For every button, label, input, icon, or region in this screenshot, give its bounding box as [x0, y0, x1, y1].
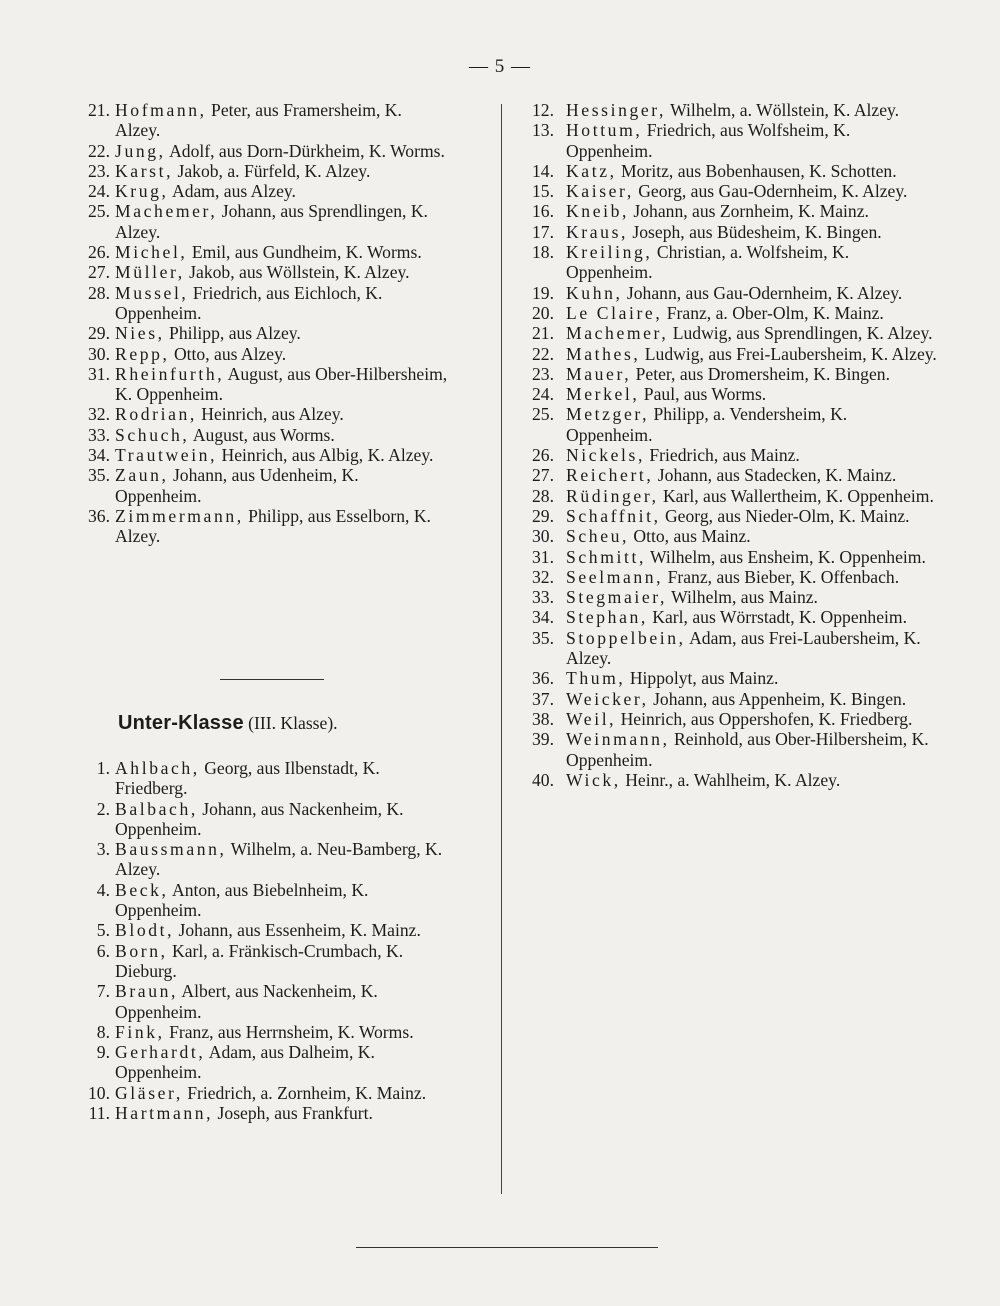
list-entry — [84, 880, 449, 921]
list-entry — [84, 839, 449, 880]
entry-number: 29. — [88, 323, 110, 344]
entry-number: 25. — [532, 404, 554, 425]
entry-text — [115, 161, 370, 181]
entry-details: Karl, a. Fränkisch-Crumbach, K. Dieburg. — [115, 940, 404, 981]
entry-surname: Braun, — [115, 981, 178, 1002]
right-column-list — [522, 100, 937, 790]
entry-surname: Mauer, — [566, 363, 632, 384]
entry-details: Johann, aus Essenheim, K. Mainz. — [174, 920, 421, 941]
entry-details: Johann, aus Appenheim, K. Bingen. — [648, 688, 907, 709]
entry-text — [115, 981, 378, 1021]
entry-details: Friedrich, aus Mainz. — [644, 445, 800, 466]
entry-text — [566, 303, 884, 323]
list-entry — [84, 364, 449, 405]
entry-number: 23. — [88, 160, 110, 181]
entry-number: 40. — [532, 769, 554, 790]
entry-number: 8. — [96, 1021, 110, 1042]
entry-text — [566, 770, 840, 790]
entry-details: Heinrich, aus Albig, K. Alzey. — [217, 445, 434, 466]
entry-details: Wilhelm, aus Mainz. — [667, 587, 818, 608]
entry-details: Paul, aus Worms. — [639, 384, 767, 405]
list-entry — [522, 729, 937, 770]
entry-number: 26. — [88, 242, 110, 263]
entry-text — [115, 100, 402, 140]
entry-text — [115, 465, 359, 505]
entry-surname: Rüdinger, — [566, 485, 659, 506]
entry-details: Wilhelm, a. Wöllstein, K. Alzey. — [666, 100, 900, 120]
entry-text — [115, 262, 410, 282]
entry-number: 24. — [532, 384, 554, 405]
entry-surname: Ahlbach, — [115, 758, 200, 778]
entry-surname: Born, — [115, 940, 168, 961]
entry-number: 35. — [88, 465, 110, 486]
entry-text — [115, 445, 433, 465]
entry-surname: Zaun, — [115, 465, 169, 486]
entry-text — [566, 222, 882, 242]
list-entry — [84, 283, 449, 324]
entry-details: Adam, aus Frei-Laubersheim, K. Alzey. — [566, 627, 921, 669]
section-rule — [220, 679, 324, 680]
list-entry — [84, 323, 449, 343]
list-entry — [522, 344, 937, 364]
entry-text — [115, 506, 431, 546]
entry-details: Wilhelm, aus Ensheim, K. Oppenheim. — [645, 546, 926, 567]
entry-number: 6. — [96, 940, 110, 961]
entry-surname: Scheu, — [566, 526, 629, 547]
list-entry — [522, 384, 937, 404]
entry-surname: Blodt, — [115, 920, 175, 941]
entry-text — [115, 1042, 375, 1082]
section-heading — [118, 712, 338, 735]
entry-surname: Repp, — [115, 343, 170, 364]
unter-klasse-list — [84, 758, 449, 1123]
entry-details: Otto, aus Alzey. — [169, 343, 287, 364]
entry-surname: Krug, — [115, 181, 169, 202]
entry-details: Friedrich, aus Wolfsheim, K. Oppenheim. — [566, 120, 851, 161]
entry-number: 19. — [532, 282, 554, 303]
entry-surname: Beck, — [115, 879, 169, 900]
entry-details: Georg, aus Gau-Odernheim, K. Alzey. — [633, 181, 908, 202]
entry-text — [566, 709, 912, 729]
entry-text — [566, 242, 849, 282]
entry-surname: Karst, — [115, 160, 174, 181]
list-entry — [522, 404, 937, 445]
entry-text — [566, 120, 850, 160]
list-entry — [522, 303, 937, 323]
entry-number: 32. — [88, 404, 110, 425]
entry-number: 2. — [96, 798, 110, 819]
entry-number: 16. — [532, 201, 554, 222]
entry-number: 24. — [88, 181, 110, 202]
entry-text — [566, 445, 800, 465]
list-entry — [522, 526, 937, 546]
list-entry — [84, 941, 449, 982]
entry-surname: Wick, — [566, 769, 621, 790]
entry-number: 33. — [88, 424, 110, 445]
entry-surname: Weicker, — [566, 688, 649, 709]
entry-details: Christian, a. Wolfsheim, K. Oppenheim. — [566, 242, 850, 283]
entry-surname: Müller, — [115, 262, 185, 283]
entry-surname: Stephan, — [566, 607, 648, 628]
entry-number: 27. — [532, 465, 554, 486]
entry-text — [115, 141, 445, 161]
entry-surname: Kneib, — [566, 201, 629, 222]
entry-details: Johann, aus Sprendlingen, K. Alzey. — [115, 201, 428, 242]
entry-surname: Mussel, — [115, 282, 189, 303]
entry-surname: Gerhardt, — [115, 1042, 206, 1063]
entry-details: Adolf, aus Dorn-Dürkheim, K. Worms. — [165, 140, 445, 161]
entry-surname: Nies, — [115, 323, 165, 344]
entry-surname: Baussmann, — [115, 839, 227, 860]
entry-number: 28. — [88, 282, 110, 303]
list-entry — [522, 181, 937, 201]
entry-number: 14. — [532, 160, 554, 181]
entry-details: Ludwig, aus Frei-Laubersheim, K. Alzey. — [640, 343, 937, 364]
list-entry — [522, 689, 937, 709]
entry-text — [566, 100, 899, 120]
entry-surname: Kraus, — [566, 221, 629, 242]
entry-number: 20. — [532, 302, 554, 323]
list-entry — [84, 445, 449, 465]
entry-details: Joseph, aus Büdesheim, K. Bingen. — [628, 221, 882, 242]
entry-text — [115, 880, 368, 920]
entry-details: Johann, aus Zornheim, K. Mainz. — [629, 201, 869, 222]
entry-details: August, aus Ober-Hilbersheim, K. Oppenheim. — [115, 363, 448, 405]
entry-text — [566, 486, 934, 506]
entry-details: Moritz, aus Bobenhausen, K. Schotten. — [616, 160, 897, 181]
entry-number: 17. — [532, 221, 554, 242]
entry-details: Jakob, a. Fürfeld, K. Alzey. — [173, 160, 371, 181]
list-entry — [84, 100, 449, 141]
entry-number: 39. — [532, 729, 554, 750]
entry-number: 37. — [532, 688, 554, 709]
entry-number: 31. — [88, 363, 110, 384]
entry-surname: Weil, — [566, 708, 617, 729]
entry-surname: Schmitt, — [566, 546, 646, 567]
entry-details: Otto, aus Mainz. — [629, 526, 751, 547]
list-entry — [522, 668, 937, 688]
entry-surname: Gläser, — [115, 1082, 183, 1103]
list-entry — [522, 364, 937, 384]
entry-surname: Michel, — [115, 242, 188, 263]
entry-surname: Stoppelbein, — [566, 627, 686, 648]
list-entry — [522, 120, 937, 161]
entry-number: 22. — [532, 343, 554, 364]
list-entry — [522, 242, 937, 283]
entry-details: Anton, aus Biebelnheim, K. Oppenheim. — [115, 879, 369, 921]
entry-number: 23. — [532, 363, 554, 384]
list-entry — [522, 465, 937, 485]
entry-text — [566, 404, 847, 444]
entry-text — [566, 323, 933, 343]
entry-surname: Kreiling, — [566, 242, 653, 263]
entry-number: 27. — [88, 262, 110, 283]
entry-details: Philipp, aus Esselborn, K. Alzey. — [115, 505, 431, 547]
list-entry — [522, 161, 937, 181]
entry-details: Heinrich, aus Oppershofen, K. Friedberg. — [616, 708, 913, 729]
list-entry — [84, 1083, 449, 1103]
entry-number: 21. — [532, 323, 554, 344]
entry-text — [115, 201, 428, 241]
entry-surname: Thum, — [566, 668, 626, 689]
entry-text — [115, 323, 301, 343]
entry-surname: Kuhn, — [566, 282, 623, 303]
entry-surname: Kaiser, — [566, 181, 634, 202]
entry-details: Adam, aus Alzey. — [168, 181, 296, 202]
entry-number: 29. — [532, 505, 554, 526]
entry-number: 36. — [88, 505, 110, 526]
entry-surname: Hartmann, — [115, 1103, 214, 1124]
entry-text — [566, 567, 899, 587]
entry-number: 21. — [88, 100, 110, 120]
entry-surname: Le Claire, — [566, 302, 663, 323]
entry-number: 26. — [532, 445, 554, 466]
entry-number: 13. — [532, 120, 554, 141]
entry-number: 34. — [88, 445, 110, 466]
entry-details: Friedrich, a. Zornheim, K. Mainz. — [182, 1082, 427, 1103]
bottom-rule — [356, 1247, 658, 1248]
list-entry — [84, 758, 449, 799]
entry-number: 4. — [96, 879, 110, 900]
entry-text — [566, 526, 751, 546]
entry-details: Emil, aus Gundheim, K. Worms. — [187, 242, 422, 263]
entry-text — [115, 839, 442, 879]
entry-text — [566, 547, 926, 567]
entry-details: Georg, aus Ilbenstadt, K. Friedberg. — [115, 758, 380, 799]
entry-text — [115, 941, 403, 981]
entry-surname: Zimmermann, — [115, 505, 244, 526]
list-entry — [84, 161, 449, 181]
entry-text — [115, 283, 382, 323]
list-entry — [522, 567, 937, 587]
entry-surname: Schuch, — [115, 424, 190, 445]
list-entry — [522, 283, 937, 303]
list-entry — [84, 1103, 449, 1123]
entry-text — [115, 1083, 426, 1103]
entry-text — [566, 201, 869, 221]
entry-details: Peter, aus Framersheim, K. Alzey. — [115, 100, 402, 141]
entry-number: 9. — [96, 1042, 110, 1063]
entry-text — [566, 628, 921, 668]
entry-details: Philipp, a. Vendersheim, K. Oppenheim. — [566, 404, 848, 445]
entry-number: 18. — [532, 242, 554, 263]
entry-surname: Hessinger, — [566, 100, 667, 120]
entry-number: 11. — [88, 1103, 110, 1124]
entry-number: 35. — [532, 627, 554, 648]
entry-text — [566, 364, 890, 384]
list-entry — [84, 920, 449, 940]
entry-details: Peter, aus Dromersheim, K. Bingen. — [631, 363, 890, 384]
entry-text — [566, 729, 929, 769]
section-subtitle: (III. Klasse). — [243, 713, 338, 733]
entry-details: Friedrich, aus Eichloch, K. Oppenheim. — [115, 282, 383, 323]
entry-surname: Fink, — [115, 1021, 165, 1042]
entry-surname: Reichert, — [566, 465, 654, 486]
entry-text — [115, 1103, 373, 1123]
entry-surname: Nickels, — [566, 445, 645, 466]
entry-number: 15. — [532, 181, 554, 202]
entry-number: 5. — [96, 920, 110, 941]
entry-surname: Machemer, — [115, 201, 218, 222]
entry-number: 10. — [88, 1082, 110, 1103]
entry-details: Ludwig, aus Sprendlingen, K. Alzey. — [668, 323, 933, 344]
list-entry — [84, 425, 449, 445]
list-entry — [84, 181, 449, 201]
entry-details: Karl, aus Wallertheim, K. Oppenheim. — [658, 485, 934, 506]
column-divider — [501, 104, 502, 1194]
entry-details: Karl, aus Wörrstadt, K. Oppenheim. — [647, 607, 908, 628]
entry-surname: Stegmaier, — [566, 587, 668, 608]
list-entry — [84, 799, 449, 840]
list-entry — [522, 547, 937, 567]
entry-text — [566, 506, 910, 526]
entry-surname: Mathes, — [566, 343, 641, 364]
entry-surname: Weinmann, — [566, 729, 670, 750]
entry-text — [115, 181, 296, 201]
entry-number: 30. — [532, 526, 554, 547]
list-entry — [84, 404, 449, 424]
list-entry — [522, 445, 937, 465]
list-entry — [84, 242, 449, 262]
list-entry — [84, 506, 449, 547]
list-entry — [522, 607, 937, 627]
entry-surname: Seelmann, — [566, 566, 664, 587]
list-entry — [84, 201, 449, 242]
entry-surname: Katz, — [566, 160, 617, 181]
entry-text — [115, 799, 404, 839]
entry-text — [566, 181, 907, 201]
entry-details: Franz, a. Ober-Olm, K. Mainz. — [662, 302, 884, 323]
entry-text — [566, 161, 897, 181]
entry-text — [115, 364, 447, 404]
list-entry — [84, 262, 449, 282]
entry-number: 32. — [532, 566, 554, 587]
entry-number: 36. — [532, 668, 554, 689]
page-number: — 5 — — [469, 56, 531, 77]
entry-text — [566, 689, 906, 709]
entry-details: Wilhelm, a. Neu-Bamberg, K. Alzey. — [115, 839, 443, 880]
entry-text — [115, 242, 422, 262]
entry-surname: Balbach, — [115, 798, 198, 819]
entry-number: 1. — [96, 758, 110, 778]
entry-surname: Hottum, — [566, 120, 643, 141]
entry-details: Johann, aus Udenheim, K. Oppenheim. — [115, 465, 359, 506]
entry-text — [115, 758, 380, 798]
list-entry — [84, 344, 449, 364]
entry-number: 34. — [532, 607, 554, 628]
list-entry — [84, 141, 449, 161]
entry-details: Philipp, aus Alzey. — [164, 323, 301, 344]
list-entry — [522, 222, 937, 242]
entry-number: 38. — [532, 708, 554, 729]
entry-surname: Merkel, — [566, 384, 640, 405]
entry-details: Heinrich, aus Alzey. — [196, 404, 344, 425]
entry-details: Johann, aus Nackenheim, K. Oppenheim. — [115, 798, 404, 839]
list-entry — [522, 201, 937, 221]
entry-text — [566, 465, 896, 485]
entry-text — [115, 920, 421, 940]
list-entry — [522, 506, 937, 526]
left-column-list — [84, 100, 449, 547]
entry-details: Jakob, aus Wöllstein, K. Alzey. — [184, 262, 410, 283]
entry-details: Georg, aus Nieder-Olm, K. Mainz. — [660, 505, 910, 526]
entry-text — [566, 587, 818, 607]
entry-text — [115, 1022, 414, 1042]
entry-number: 25. — [88, 201, 110, 222]
entry-text — [566, 283, 902, 303]
entry-text — [115, 404, 344, 424]
entry-details: Johann, aus Gau-Odernheim, K. Alzey. — [622, 282, 903, 303]
entry-number: 28. — [532, 485, 554, 506]
entry-details: Albert, aus Nackenheim, K. Oppenheim. — [115, 981, 378, 1022]
entry-surname: Rodrian, — [115, 404, 197, 425]
entry-surname: Jung, — [115, 140, 166, 161]
list-entry — [84, 981, 449, 1022]
list-entry — [522, 100, 937, 120]
entry-details: Heinr., a. Wahlheim, K. Alzey. — [620, 769, 841, 790]
entry-number: 7. — [96, 981, 110, 1002]
entry-text — [566, 607, 907, 627]
entry-details: Johann, aus Stadecken, K. Mainz. — [653, 465, 897, 486]
entry-text — [115, 344, 286, 364]
list-entry — [522, 770, 937, 790]
entry-details: Franz, aus Bieber, K. Offenbach. — [663, 566, 900, 587]
list-entry — [522, 587, 937, 607]
entry-details: August, aus Worms. — [189, 424, 335, 445]
entry-surname: Schaffnit, — [566, 505, 661, 526]
entry-number: 3. — [96, 839, 110, 860]
list-entry — [84, 1042, 449, 1083]
list-entry — [522, 486, 937, 506]
entry-text — [566, 384, 766, 404]
entry-number: 22. — [88, 140, 110, 161]
entry-number: 12. — [532, 100, 554, 120]
entry-number: 30. — [88, 343, 110, 364]
entry-number: 33. — [532, 587, 554, 608]
list-entry — [522, 709, 937, 729]
entry-surname: Rheinfurth, — [115, 363, 225, 384]
entry-surname: Hofmann, — [115, 100, 207, 120]
entry-surname: Trautwein, — [115, 445, 218, 466]
section-title: Unter-Klasse — [118, 712, 244, 734]
entry-text — [566, 668, 778, 688]
entry-details: Franz, aus Herrnsheim, K. Worms. — [164, 1021, 414, 1042]
list-entry — [84, 465, 449, 506]
entry-details: Adam, aus Dalheim, K. Oppenheim. — [115, 1042, 375, 1083]
entry-details: Reinhold, aus Ober-Hilbersheim, K. Oppenheim. — [566, 729, 929, 770]
list-entry — [522, 323, 937, 343]
entry-surname: Metzger, — [566, 404, 650, 425]
entry-text — [115, 425, 335, 445]
list-entry — [522, 628, 937, 669]
entry-details: Hippolyt, aus Mainz. — [625, 668, 779, 689]
entry-number: 31. — [532, 546, 554, 567]
entry-text — [566, 344, 937, 364]
entry-details: Joseph, aus Frankfurt. — [213, 1103, 373, 1124]
entry-surname: Machemer, — [566, 323, 669, 344]
list-entry — [84, 1022, 449, 1042]
